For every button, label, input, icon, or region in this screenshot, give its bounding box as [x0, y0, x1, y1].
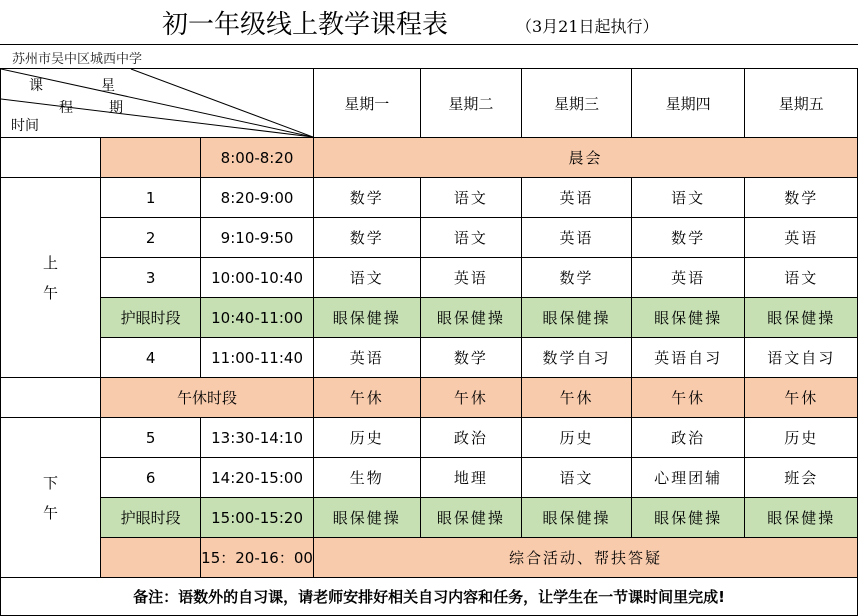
subject-cell: 语文: [631, 178, 745, 218]
empty-orange-cell: [101, 138, 201, 178]
period-number: 1: [101, 178, 201, 218]
day-header-3: 星期三: [522, 69, 632, 138]
day-header-4: 星期四: [631, 69, 745, 138]
lesson-row: [1, 338, 858, 378]
day-header-2: 星期二: [420, 69, 522, 138]
subject-cell: 历史: [745, 418, 858, 458]
subject-cell: 眼保健操: [314, 498, 421, 538]
period-time: 10:00-10:40: [201, 258, 314, 298]
period-number: 4: [101, 338, 201, 378]
activity-time: 15：20-16：00: [201, 538, 314, 578]
subject-cell: 语文: [522, 458, 632, 498]
subject-cell: 地理: [420, 458, 522, 498]
period-time: 11:00-11:40: [201, 338, 314, 378]
subject-cell: 英语: [631, 258, 745, 298]
lesson-row: [1, 218, 858, 258]
subject-cell: 政治: [631, 418, 745, 458]
morning-meeting-label: 晨会: [314, 138, 858, 178]
diag-label-cheng: 程: [59, 100, 73, 116]
lesson-row: [1, 458, 858, 498]
subject-cell: 眼保健操: [420, 298, 522, 338]
subject-cell: 眼保健操: [631, 498, 745, 538]
subject-cell: 英语: [420, 258, 522, 298]
subject-cell: 班会: [745, 458, 858, 498]
subject-cell: 数学: [420, 338, 522, 378]
noon-cell: 午休: [631, 378, 745, 418]
subject-cell: 眼保健操: [420, 498, 522, 538]
page-title: 初一年级线上教学课程表: [162, 10, 449, 40]
lesson-row: [1, 258, 858, 298]
subject-cell: 语文自习: [745, 338, 858, 378]
page-subtitle: （3月21日起执行）: [516, 17, 659, 36]
activity-label: 综合活动、帮扶答疑: [314, 538, 858, 578]
diag-label-course: 课: [29, 78, 43, 94]
pm-half-label: 下 午: [1, 418, 101, 578]
noon-cell: 午休: [420, 378, 522, 418]
header-row: [1, 69, 858, 138]
am-half-label: 上 午: [1, 178, 101, 378]
subject-cell: 心理团辅: [631, 458, 745, 498]
eye-period-label: 护眼时段: [101, 298, 201, 338]
day-header-5: 星期五: [745, 69, 858, 138]
subject-cell: 眼保健操: [314, 298, 421, 338]
subject-cell: 英语: [314, 338, 421, 378]
schedule-table: [0, 68, 858, 616]
noon-cell: 午休: [314, 378, 421, 418]
diag-label-xing: 星: [101, 78, 115, 94]
day-header-1: 星期一: [314, 69, 421, 138]
subject-cell: 生物: [314, 458, 421, 498]
subject-cell: 数学: [745, 178, 858, 218]
period-number: 6: [101, 458, 201, 498]
empty-cell: [1, 138, 101, 178]
lesson-row: [1, 178, 858, 218]
diagonal-lines: [1, 69, 313, 137]
subject-cell: 历史: [522, 418, 632, 458]
period-time: 10:40-11:00: [201, 298, 314, 338]
subject-cell: 语文: [745, 258, 858, 298]
subject-cell: 眼保健操: [745, 498, 858, 538]
subject-cell: 语文: [420, 218, 522, 258]
period-time: 13:30-14:10: [201, 418, 314, 458]
morning-meeting-time: 8:00-8:20: [201, 138, 314, 178]
subject-cell: 数学: [631, 218, 745, 258]
noon-cell: 午休: [522, 378, 632, 418]
subject-cell: 数学: [314, 178, 421, 218]
subject-cell: 英语: [745, 218, 858, 258]
period-time: 9:10-9:50: [201, 218, 314, 258]
noon-cell: 午休: [745, 378, 858, 418]
eye-exercise-row: [1, 298, 858, 338]
period-number: 5: [101, 418, 201, 458]
subject-cell: 语文: [314, 258, 421, 298]
eye-period-label: 护眼时段: [101, 498, 201, 538]
period-number: 3: [101, 258, 201, 298]
note-row: [1, 578, 858, 616]
diag-label-qi: 期: [109, 100, 123, 116]
noon-row: [1, 378, 858, 418]
subject-cell: 眼保健操: [631, 298, 745, 338]
subject-cell: 眼保健操: [522, 298, 632, 338]
subject-cell: 英语: [522, 178, 632, 218]
morning-meeting-row: [1, 138, 858, 178]
subject-cell: 眼保健操: [745, 298, 858, 338]
period-time: 8:20-9:00: [201, 178, 314, 218]
empty-cell: [1, 378, 101, 418]
diag-label-time: 时间: [11, 118, 39, 134]
subject-cell: 数学自习: [522, 338, 632, 378]
subject-cell: 英语: [522, 218, 632, 258]
subject-cell: 英语自习: [631, 338, 745, 378]
diagonal-header-cell: [1, 69, 314, 138]
subject-cell: 眼保健操: [522, 498, 632, 538]
subject-cell: 数学: [314, 218, 421, 258]
eye-exercise-row: [1, 498, 858, 538]
subject-cell: 语文: [420, 178, 522, 218]
period-number: 2: [101, 218, 201, 258]
noon-label: 午休时段: [101, 378, 314, 418]
subject-cell: 数学: [522, 258, 632, 298]
note-text: 备注：语数外的自习课，请老师安排好相关自习内容和任务，让学生在一节课时间里完成!: [1, 578, 858, 616]
school-row: [0, 45, 858, 68]
lesson-row: [1, 418, 858, 458]
subject-cell: 历史: [314, 418, 421, 458]
subject-cell: 政治: [420, 418, 522, 458]
period-time: 15:00-15:20: [201, 498, 314, 538]
activity-row: [1, 538, 858, 578]
title-row: [0, 0, 858, 45]
school-name: 苏州市吴中区城西中学: [12, 52, 143, 67]
empty-orange-cell: [101, 538, 201, 578]
period-time: 14:20-15:00: [201, 458, 314, 498]
